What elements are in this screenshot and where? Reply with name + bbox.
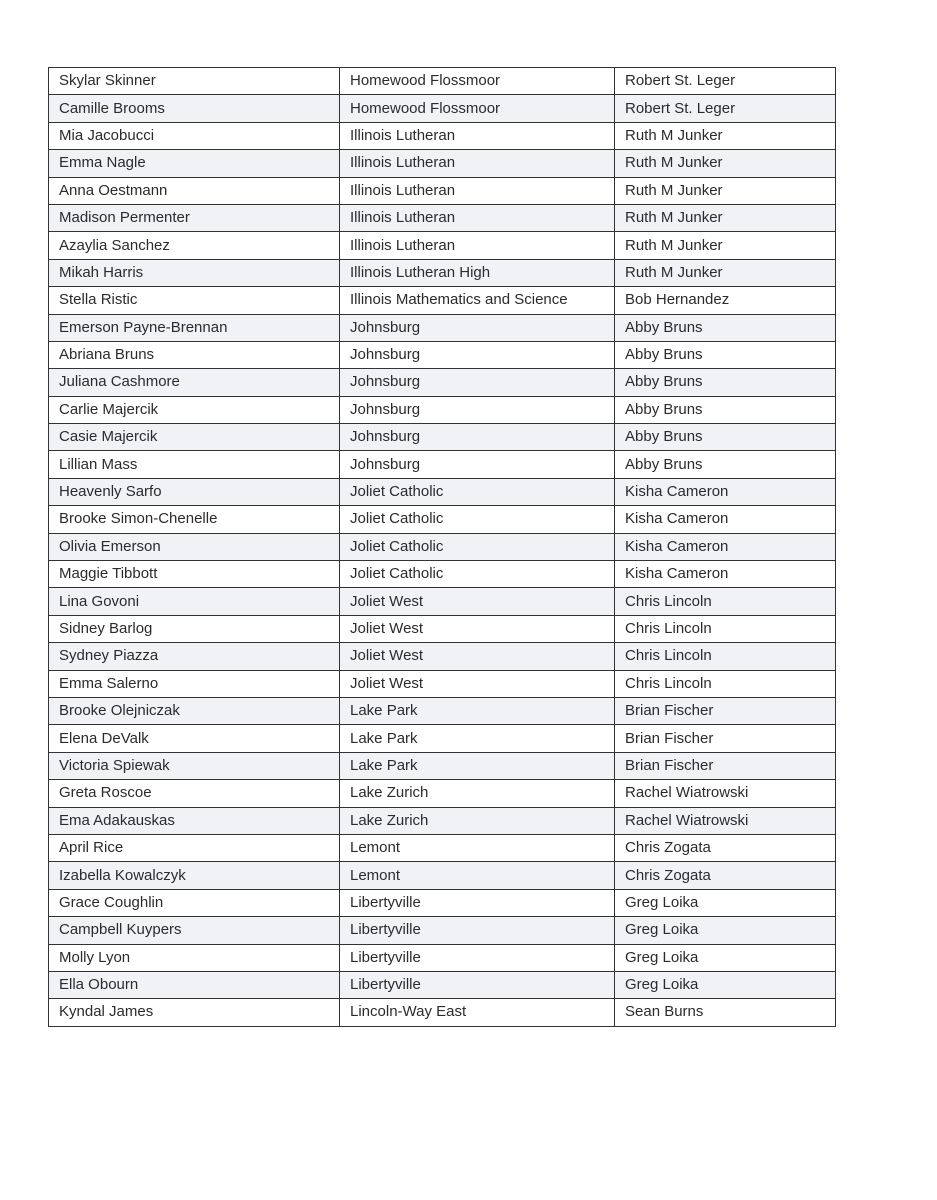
athlete-name-cell: Molly Lyon bbox=[49, 944, 340, 971]
coach-cell: Ruth M Junker bbox=[615, 259, 836, 286]
school-cell: Lake Zurich bbox=[340, 807, 615, 834]
athlete-name-cell: Izabella Kowalczyk bbox=[49, 862, 340, 889]
school-cell: Libertyville bbox=[340, 889, 615, 916]
coach-cell: Kisha Cameron bbox=[615, 561, 836, 588]
table-row bbox=[49, 478, 836, 505]
athlete-name-cell: Lillian Mass bbox=[49, 451, 340, 478]
table-row bbox=[49, 232, 836, 259]
table-row bbox=[49, 807, 836, 834]
athlete-name-cell: Heavenly Sarfo bbox=[49, 478, 340, 505]
coach-cell: Rachel Wiatrowski bbox=[615, 807, 836, 834]
athlete-name-cell: Anna Oestmann bbox=[49, 177, 340, 204]
school-cell: Johnsburg bbox=[340, 424, 615, 451]
table-row bbox=[49, 944, 836, 971]
school-cell: Joliet Catholic bbox=[340, 478, 615, 505]
table-row bbox=[49, 396, 836, 423]
athlete-name-cell: Casie Majercik bbox=[49, 424, 340, 451]
athlete-name-cell: Abriana Bruns bbox=[49, 341, 340, 368]
coach-cell: Chris Lincoln bbox=[615, 615, 836, 642]
athlete-name-cell: Emma Nagle bbox=[49, 150, 340, 177]
coach-cell: Kisha Cameron bbox=[615, 533, 836, 560]
athlete-name-cell: Olivia Emerson bbox=[49, 533, 340, 560]
athlete-name-cell: Greta Roscoe bbox=[49, 780, 340, 807]
school-cell: Johnsburg bbox=[340, 314, 615, 341]
athlete-name-cell: Emma Salerno bbox=[49, 670, 340, 697]
coach-cell: Abby Bruns bbox=[615, 396, 836, 423]
school-cell: Libertyville bbox=[340, 971, 615, 998]
school-cell: Joliet Catholic bbox=[340, 506, 615, 533]
school-cell: Libertyville bbox=[340, 944, 615, 971]
coach-cell: Ruth M Junker bbox=[615, 204, 836, 231]
athlete-name-cell: Victoria Spiewak bbox=[49, 752, 340, 779]
school-cell: Illinois Lutheran bbox=[340, 150, 615, 177]
athlete-name-cell: Azaylia Sanchez bbox=[49, 232, 340, 259]
school-cell: Johnsburg bbox=[340, 396, 615, 423]
school-cell: Joliet West bbox=[340, 643, 615, 670]
table-row bbox=[49, 725, 836, 752]
table-row bbox=[49, 150, 836, 177]
athlete-name-cell: Mikah Harris bbox=[49, 259, 340, 286]
athlete-name-cell: Skylar Skinner bbox=[49, 68, 340, 95]
table-row bbox=[49, 889, 836, 916]
coach-cell: Chris Lincoln bbox=[615, 670, 836, 697]
table-row bbox=[49, 259, 836, 286]
athlete-name-cell: April Rice bbox=[49, 834, 340, 861]
coach-cell: Bob Hernandez bbox=[615, 287, 836, 314]
school-cell: Libertyville bbox=[340, 917, 615, 944]
table-row bbox=[49, 451, 836, 478]
athlete-name-cell: Kyndal James bbox=[49, 999, 340, 1026]
coach-cell: Chris Lincoln bbox=[615, 588, 836, 615]
school-cell: Joliet Catholic bbox=[340, 533, 615, 560]
school-cell: Illinois Mathematics and Science bbox=[340, 287, 615, 314]
coach-cell: Robert St. Leger bbox=[615, 68, 836, 95]
athlete-name-cell: Ema Adakauskas bbox=[49, 807, 340, 834]
school-cell: Lake Park bbox=[340, 752, 615, 779]
coach-cell: Greg Loika bbox=[615, 889, 836, 916]
school-cell: Lemont bbox=[340, 862, 615, 889]
table-row bbox=[49, 780, 836, 807]
coach-cell: Ruth M Junker bbox=[615, 122, 836, 149]
table-row bbox=[49, 122, 836, 149]
table-row bbox=[49, 643, 836, 670]
coach-cell: Ruth M Junker bbox=[615, 232, 836, 259]
coach-cell: Ruth M Junker bbox=[615, 150, 836, 177]
school-cell: Lemont bbox=[340, 834, 615, 861]
table-row bbox=[49, 533, 836, 560]
table-row bbox=[49, 752, 836, 779]
school-cell: Joliet West bbox=[340, 670, 615, 697]
school-cell: Homewood Flossmoor bbox=[340, 95, 615, 122]
roster-table-body bbox=[49, 68, 836, 1027]
coach-cell: Abby Bruns bbox=[615, 314, 836, 341]
school-cell: Lake Zurich bbox=[340, 780, 615, 807]
athlete-name-cell: Sydney Piazza bbox=[49, 643, 340, 670]
table-row bbox=[49, 999, 836, 1026]
athlete-name-cell: Elena DeValk bbox=[49, 725, 340, 752]
athlete-name-cell: Brooke Olejniczak bbox=[49, 697, 340, 724]
table-row bbox=[49, 177, 836, 204]
table-row bbox=[49, 341, 836, 368]
school-cell: Illinois Lutheran High bbox=[340, 259, 615, 286]
athlete-name-cell: Maggie Tibbott bbox=[49, 561, 340, 588]
athlete-name-cell: Emerson Payne-Brennan bbox=[49, 314, 340, 341]
athlete-name-cell: Brooke Simon-Chenelle bbox=[49, 506, 340, 533]
school-cell: Illinois Lutheran bbox=[340, 204, 615, 231]
table-row bbox=[49, 68, 836, 95]
athlete-name-cell: Lina Govoni bbox=[49, 588, 340, 615]
coach-cell: Robert St. Leger bbox=[615, 95, 836, 122]
table-row bbox=[49, 834, 836, 861]
school-cell: Joliet West bbox=[340, 588, 615, 615]
coach-cell: Abby Bruns bbox=[615, 424, 836, 451]
table-row bbox=[49, 862, 836, 889]
athlete-name-cell: Ella Obourn bbox=[49, 971, 340, 998]
coach-cell: Abby Bruns bbox=[615, 451, 836, 478]
coach-cell: Kisha Cameron bbox=[615, 478, 836, 505]
athlete-name-cell: Carlie Majercik bbox=[49, 396, 340, 423]
school-cell: Johnsburg bbox=[340, 451, 615, 478]
coach-cell: Chris Zogata bbox=[615, 862, 836, 889]
coach-cell: Greg Loika bbox=[615, 971, 836, 998]
table-row bbox=[49, 561, 836, 588]
table-row bbox=[49, 670, 836, 697]
table-row bbox=[49, 588, 836, 615]
coach-cell: Abby Bruns bbox=[615, 341, 836, 368]
school-cell: Lake Park bbox=[340, 697, 615, 724]
coach-cell: Chris Lincoln bbox=[615, 643, 836, 670]
coach-cell: Brian Fischer bbox=[615, 725, 836, 752]
table-row bbox=[49, 369, 836, 396]
table-row bbox=[49, 697, 836, 724]
school-cell: Joliet Catholic bbox=[340, 561, 615, 588]
school-cell: Lake Park bbox=[340, 725, 615, 752]
athlete-name-cell: Grace Coughlin bbox=[49, 889, 340, 916]
athlete-name-cell: Sidney Barlog bbox=[49, 615, 340, 642]
athlete-name-cell: Madison Permenter bbox=[49, 204, 340, 231]
athlete-name-cell: Juliana Cashmore bbox=[49, 369, 340, 396]
table-row bbox=[49, 506, 836, 533]
table-row bbox=[49, 615, 836, 642]
athlete-name-cell: Campbell Kuypers bbox=[49, 917, 340, 944]
table-row bbox=[49, 95, 836, 122]
school-cell: Johnsburg bbox=[340, 341, 615, 368]
roster-table bbox=[48, 67, 836, 1027]
coach-cell: Brian Fischer bbox=[615, 752, 836, 779]
coach-cell: Greg Loika bbox=[615, 944, 836, 971]
school-cell: Lincoln-Way East bbox=[340, 999, 615, 1026]
coach-cell: Chris Zogata bbox=[615, 834, 836, 861]
coach-cell: Rachel Wiatrowski bbox=[615, 780, 836, 807]
table-row bbox=[49, 204, 836, 231]
coach-cell: Brian Fischer bbox=[615, 697, 836, 724]
school-cell: Joliet West bbox=[340, 615, 615, 642]
coach-cell: Greg Loika bbox=[615, 917, 836, 944]
athlete-name-cell: Mia Jacobucci bbox=[49, 122, 340, 149]
table-row bbox=[49, 917, 836, 944]
school-cell: Johnsburg bbox=[340, 369, 615, 396]
school-cell: Illinois Lutheran bbox=[340, 122, 615, 149]
school-cell: Illinois Lutheran bbox=[340, 177, 615, 204]
table-row bbox=[49, 314, 836, 341]
table-row bbox=[49, 971, 836, 998]
athlete-name-cell: Stella Ristic bbox=[49, 287, 340, 314]
coach-cell: Ruth M Junker bbox=[615, 177, 836, 204]
school-cell: Illinois Lutheran bbox=[340, 232, 615, 259]
coach-cell: Abby Bruns bbox=[615, 369, 836, 396]
table-row bbox=[49, 287, 836, 314]
school-cell: Homewood Flossmoor bbox=[340, 68, 615, 95]
table-row bbox=[49, 424, 836, 451]
athlete-name-cell: Camille Brooms bbox=[49, 95, 340, 122]
coach-cell: Sean Burns bbox=[615, 999, 836, 1026]
coach-cell: Kisha Cameron bbox=[615, 506, 836, 533]
